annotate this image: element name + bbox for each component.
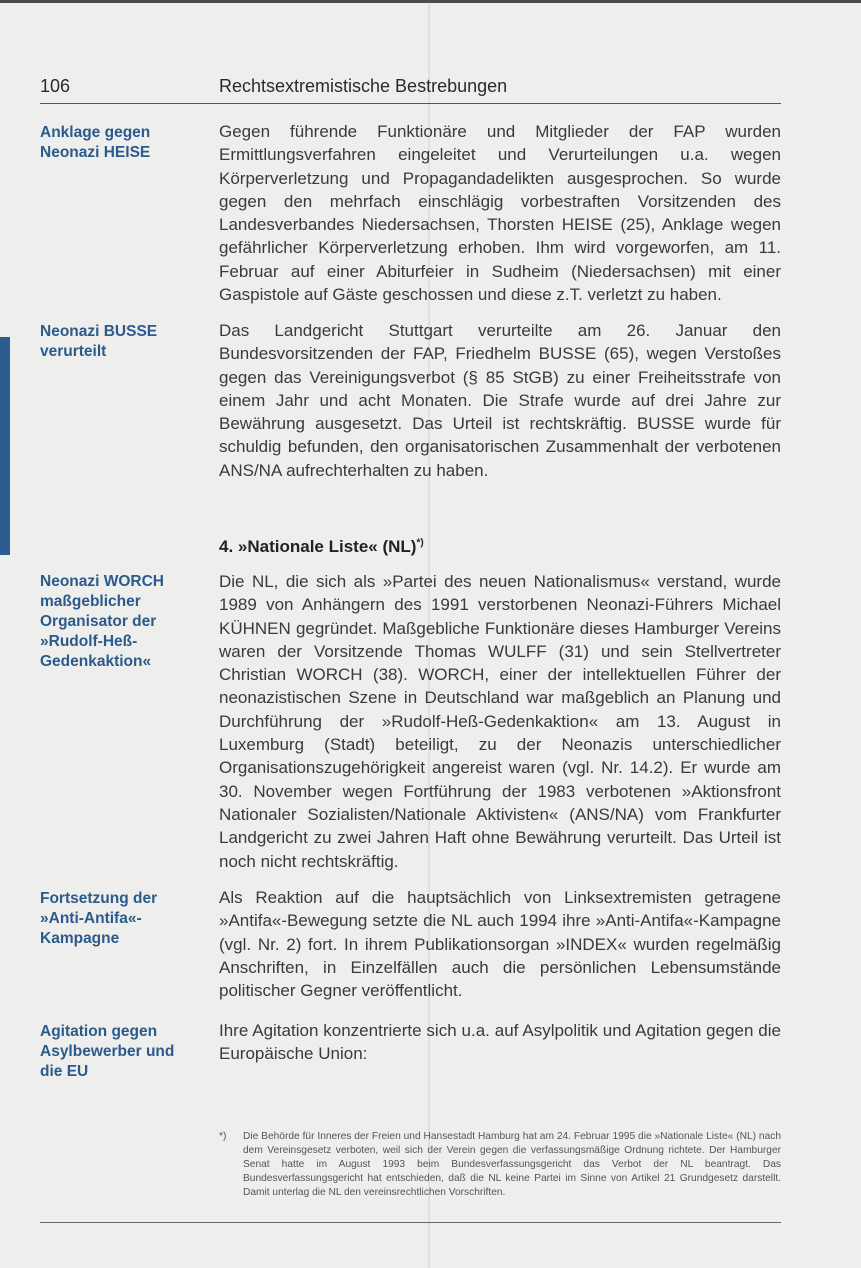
paragraph-agitation: Ihre Agitation konzentrierte sich u.a. auf Asylpolitik und Agitation gegen die Europäische Union: [219,1021,781,1064]
footer-rule [40,1222,781,1223]
footnote-text: Die Behörde für Inneres der Freien und Hansestadt Hamburg hat am 24. Februar 1995 die »Nationale Liste« (NL) nach dem Vereinsgesetz verboten, weil sich der Verein gegen die verfassungsmäßige Ordnung richtete. Der Hamburger Senat hatte im August 1993 beim Bundesverfassungsgericht das Verbot der NL beantragt. Das Bundesverfassungsgericht hat entschieden, daß die NL keine Partei im Sinne von Artikel 21 Grundgesetz darstellt. Damit unterlag die NL den vereinsrechtlichen Vorschriften. [243,1131,781,1198]
paragraph-heise: Gegen führende Funktionäre und Mitglieder der FAP wurden Ermittlungsverfahren eingeleitet und Verurteilungen u.a. wegen Körperverletzung und Propagandadelikten ausgesprochen. So wurde gegen den mehrfach einschlägig vorbestraften Vorsitzenden des Landesverbandes Niedersachsen, Thorsten HEISE (25), Anklage wegen gefährlicher Körperverletzung erhoben. Ihm wird vorgeworfen, am 11. Februar auf einer Abiturfeier in Sudheim (Niedersachsen) mit einer Gaspistole auf Gäste geschossen und diese z.T. verletzt zu haben. [219,122,781,305]
running-head: Rechtsextremistische Bestrebungen [219,76,508,96]
section-heading-text: 4. »Nationale Liste« (NL) [219,537,417,556]
margin-note-busse: Neonazi BUSSE verurteilt [40,323,158,360]
margin-note-anti-antifa: Fortsetzung der »Anti-Antifa«-Kampagne [40,890,158,947]
footnote-mark: *) [219,1131,227,1142]
footnote [219,1130,781,1200]
margin-note-heise: Anklage gegen Neonazi HEISE [40,124,151,161]
paragraph-busse: Das Landgericht Stuttgart verurteilte am 26. Januar den Bundesvorsitzenden der FAP, Friedhelm BUSSE (65), wegen Verstoßes gegen das Vereinigungsverbot (§ 85 StGB) zu einer Freiheitsstrafe von einem Jahr und acht Monaten. Die Strafe wurde auf drei Jahre zur Bewährung ausgesetzt. Das Urteil ist rechtskräftig. BUSSE wurde für schuldig befunden, den organisatorischen Zusammenhalt der verbotenen ANS/NA aufrechterhalten zu haben. [219,321,781,480]
margin-note-worch: Neonazi WORCH maßgeblicher Organisator der »Rudolf-Heß-Gedenkaktion« [40,573,164,670]
paragraph-worch: Die NL, die sich als »Partei des neuen Nationalismus« verstand, wurde 1989 von Anhängern des 1991 verstorbenen Neonazi-Führers Michael KÜHNEN gegründet. Maßgebliche Funktionäre dieses Hamburger Vereins waren der Vorsitzende Thomas WULFF (31) und sein Stellvertreter Christian WORCH (38). WORCH, einer der intellektuellen Führer der neonazistischen Szene in Deutschland war maßgeblich an Planung und Durchführung der »Rudolf-Heß-Gedenkaktion« am 13. August in Luxemburg (Stadt) beteiligt, zu der Neonazis unterschiedlicher Organisationszugehörigkeit angereist waren (vgl. Nr. 14.2). Er wurde am 30. November wegen Fortführung der 1983 verbotenen »Aktionsfront Nationaler Sozialisten/Nationale Aktivisten« (ANS/NA) vom Frankfurter Landgericht zu zwei Jahren Haft ohne Bewährung verurteilt. Das Urteil ist noch nicht rechtskräftig. [219,572,781,871]
section-footnote-mark: *) [416,537,424,549]
top-edge-rule [0,0,861,3]
header-rule [40,103,781,104]
paragraph-anti-antifa: Als Reaktion auf die hauptsächlich von Linksextremisten getragene »Antifa«-Bewegung setzte die NL auch 1994 ihre »Anti-Antifa«-Kampagne (vgl. Nr. 2) fort. In ihrem Publikationsorgan »INDEX« wurden regelmäßig Anschriften, in Einzelfällen auch die persönlichen Lebensumstände politischer Gegner veröffentlicht. [219,888,781,1001]
margin-marker-bar [0,337,10,555]
margin-note-agitation: Agitation gegen Asylbewerber und die EU [40,1023,175,1080]
page-number: 106 [40,76,71,96]
section-heading [219,537,424,557]
